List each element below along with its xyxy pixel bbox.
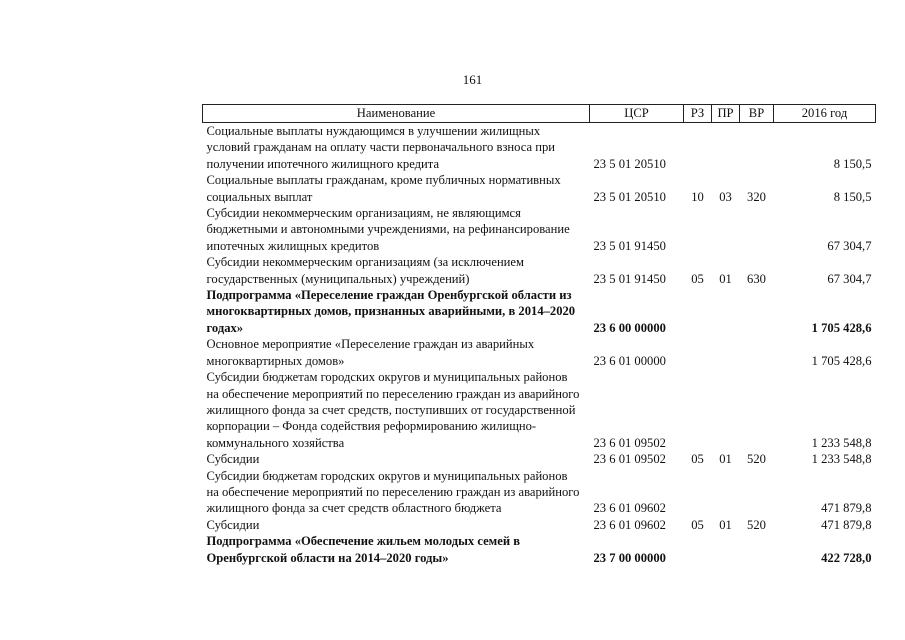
row-amount: 1 233 548,8 (811, 452, 872, 467)
row-amount: 1 705 428,6 (811, 353, 872, 368)
row-pr (712, 123, 740, 173)
row-name-line: на обеспечение мероприятий по переселению граждан из аварийного (206, 386, 580, 401)
row-name (203, 533, 590, 566)
row-amount: 471 879,8 (821, 501, 872, 516)
header-amount: 2016 год (774, 105, 876, 123)
row-name-line: бюджетными и автономными учреждениями, на рефинансирование (206, 222, 570, 237)
row-amount: 67 304,7 (827, 271, 872, 286)
row-vr (740, 287, 774, 336)
page-number: 161 (462, 72, 483, 87)
row-name-line: получении ипотечного жилищного кредита (206, 156, 440, 171)
row-name-line: Оренбургской области на 2014–2020 годы» (206, 550, 449, 565)
row-amount: 1 705 428,6 (811, 320, 872, 335)
row-name (203, 254, 590, 287)
row-name-line: социальных выплат (206, 189, 313, 204)
row-csr: 23 7 00 00000 (593, 550, 666, 565)
row-rz (684, 533, 712, 566)
row-csr: 23 5 01 91450 (593, 271, 666, 286)
row-vr: 520 (747, 452, 766, 467)
row-name-line: Подпрограмма «Переселение граждан Оренбургской области из (206, 288, 572, 303)
table-row (203, 205, 876, 254)
row-amount: 422 728,0 (821, 550, 872, 565)
table-row (203, 468, 876, 517)
row-pr: 01 (719, 452, 732, 467)
row-name-line: ипотечных жилищных кредитов (206, 238, 380, 253)
row-vr (740, 468, 774, 517)
table-row (203, 336, 876, 369)
table-body (203, 123, 876, 566)
row-pr (712, 336, 740, 369)
row-name (203, 287, 590, 336)
table-header (203, 105, 876, 123)
row-pr (712, 205, 740, 254)
row-pr (712, 369, 740, 451)
row-amount: 8 150,5 (833, 156, 872, 171)
row-name-line: жилищного фонда за счет средств областного бюджета (206, 501, 502, 516)
table-row (203, 533, 876, 566)
row-name (203, 517, 590, 533)
row-rz: 05 (691, 452, 704, 467)
row-name-line: на обеспечение мероприятий по переселению граждан из аварийного (206, 484, 580, 499)
row-csr: 23 5 01 91450 (593, 238, 666, 253)
row-vr: 630 (747, 271, 766, 286)
row-vr (740, 205, 774, 254)
table-row (203, 287, 876, 336)
row-name-line: многоквартирных домов» (206, 353, 345, 368)
row-name (203, 336, 590, 369)
table-row (203, 517, 876, 533)
row-vr (740, 123, 774, 173)
row-name-line: многоквартирных домов, признанных аварийными, в 2014–2020 (206, 304, 576, 319)
row-rz: 05 (691, 517, 704, 532)
row-rz (684, 287, 712, 336)
table-row (203, 172, 876, 205)
row-pr: 01 (719, 271, 732, 286)
row-vr (740, 533, 774, 566)
row-name (203, 172, 590, 205)
row-vr (740, 336, 774, 369)
row-name-line: Подпрограмма «Обеспечение жильем молодых семей в (206, 534, 521, 549)
row-rz: 05 (691, 271, 704, 286)
table-row (203, 123, 876, 173)
row-rz (684, 123, 712, 173)
row-name-line: Социальные выплаты нуждающимся в улучшении жилищных (206, 124, 541, 138)
row-name-line: государственных (муниципальных) учреждений) (206, 271, 470, 286)
row-name-line: жилищного фонда за счет средств, поступивших от государственной (206, 402, 576, 417)
row-pr (712, 287, 740, 336)
row-pr: 01 (719, 517, 732, 532)
row-name-line: Субсидии бюджетам городских округов и муниципальных районов (206, 468, 568, 483)
row-rz (684, 468, 712, 517)
row-name (203, 451, 590, 467)
header-csr: ЦСР (590, 105, 684, 123)
table-row (203, 451, 876, 467)
row-csr: 23 5 01 20510 (593, 189, 666, 204)
row-rz (684, 369, 712, 451)
row-name-line: Субсидии бюджетам городских округов и муниципальных районов (206, 370, 568, 385)
row-pr: 03 (719, 189, 732, 204)
table-row (203, 254, 876, 287)
header-vr: ВР (740, 105, 774, 123)
header-rz: РЗ (684, 105, 712, 123)
header-pr: ПР (712, 105, 740, 123)
row-vr: 320 (747, 189, 766, 204)
row-name-line: годах» (206, 320, 244, 335)
row-csr: 23 6 01 09602 (593, 517, 666, 532)
row-csr: 23 6 01 09502 (593, 435, 666, 450)
row-vr: 520 (747, 517, 766, 532)
row-name-line: условий гражданам на оплату части первоначального взноса при (206, 140, 556, 155)
row-rz (684, 205, 712, 254)
row-csr: 23 6 01 09602 (593, 501, 666, 516)
row-csr: 23 6 01 09502 (593, 452, 666, 467)
row-name (203, 468, 590, 517)
row-amount: 67 304,7 (827, 238, 872, 253)
table-row (203, 369, 876, 451)
header-name: Наименование (203, 105, 590, 123)
row-csr: 23 6 01 00000 (593, 353, 666, 368)
row-name-line: Субсидии некоммерческим организациям, не являющимся (206, 206, 521, 221)
row-name (203, 205, 590, 254)
row-rz: 10 (691, 189, 704, 204)
row-vr (740, 369, 774, 451)
row-name-line: Субсидии (206, 517, 260, 532)
row-name-line: корпорации – Фонда содействия реформированию жилищно- (206, 419, 537, 434)
row-name-line: Социальные выплаты гражданам, кроме публичных нормативных (206, 173, 561, 188)
row-rz (684, 336, 712, 369)
row-amount: 8 150,5 (833, 189, 872, 204)
row-name-line: Субсидии некоммерческим организациям (за исключением (206, 255, 524, 270)
row-pr (712, 533, 740, 566)
row-amount: 1 233 548,8 (811, 435, 872, 450)
row-name-line: Основное мероприятие «Переселение граждан из аварийных (206, 337, 535, 352)
row-name (203, 123, 590, 173)
row-name (203, 369, 590, 451)
row-amount: 471 879,8 (821, 517, 872, 532)
row-name-line: Субсидии (206, 452, 260, 467)
row-name-line: коммунального хозяйства (206, 435, 345, 450)
budget-table (202, 104, 876, 566)
row-csr: 23 5 01 20510 (593, 156, 666, 171)
row-pr (712, 468, 740, 517)
row-csr: 23 6 00 00000 (593, 320, 666, 335)
